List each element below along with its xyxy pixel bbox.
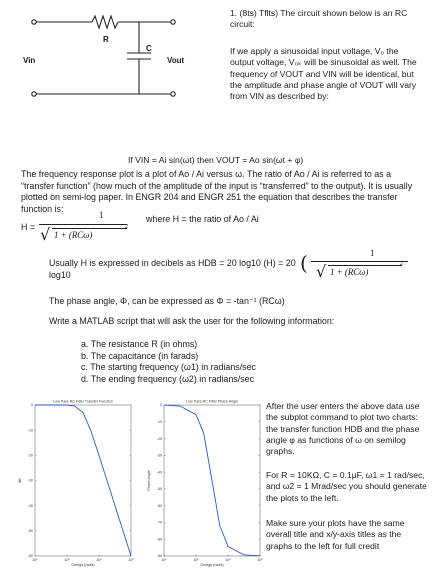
y-tick-label: -40	[27, 503, 33, 508]
y-tick-label: 0	[31, 403, 33, 408]
y-tick-label: -60	[27, 554, 33, 559]
chart-title: Low Pass RC Filter Phase Angle	[186, 399, 238, 404]
data-point	[196, 414, 197, 415]
db-fraction	[300, 248, 420, 288]
data-point	[219, 525, 220, 526]
sqrt-sign: √	[40, 225, 51, 244]
frequency-response-paragraph: The frequency response plot is a plot of Ao / Ai versus ω. The ratio of Ao / Ai is referred to as a “transfer function” (how much of the amplitude of the input is “transferred” to the output). It is usually plotted on semi-log paper. In ENGR 204 and ENGR 251 the equation that describes the transfer function is:	[21, 169, 413, 214]
y-tick-label: -20	[156, 436, 162, 441]
y-tick-label: -60	[156, 503, 162, 508]
x-tick-label: 10²	[64, 558, 70, 562]
data-point	[83, 412, 84, 413]
data-point	[228, 546, 229, 547]
x-tick-label: 10⁶	[128, 558, 134, 562]
capacitor-label: C	[146, 44, 152, 53]
plot-area	[35, 405, 131, 556]
h-note: where H = the ratio of Ao / Ai	[146, 214, 259, 224]
x-axis-label: Omega (rad/s)	[200, 563, 224, 567]
y-tick-label: -30	[27, 478, 33, 483]
data-point	[51, 405, 52, 406]
problem-intro: If we apply a sinusoidal input voltage, V₀ the output voltage, V₀ₖ will be sinusoidal as well. The frequency of VOUT and VIN will be identical, but the amplitude and phase angle of VOUT will vary from VIN as described by:	[230, 46, 417, 102]
y-tick-label: -50	[156, 487, 162, 492]
db-exponent: 2	[400, 261, 403, 267]
data-point	[260, 555, 261, 556]
vin-vout-equation: If VIN = Ai sin(ωt) then VOUT = Ao sin(ωt + φ)	[128, 155, 304, 165]
db-paren: (	[300, 251, 308, 275]
y-axis-label: Phase Angle	[147, 470, 151, 491]
input-list	[81, 339, 381, 385]
h-fraction-bar	[39, 224, 127, 225]
y-tick-label: -20	[27, 453, 33, 458]
data-point	[212, 480, 213, 481]
y-tick-label: -40	[156, 470, 162, 475]
transfer-function-chart	[10, 395, 142, 572]
y-axis-label: dB	[18, 478, 22, 483]
h-numerator: 1	[99, 210, 104, 220]
db-sqrt-overline	[328, 265, 402, 266]
y-tick-label: -80	[156, 537, 162, 542]
y-tick-label: -90	[156, 554, 162, 559]
matlab-instruction: Write a MATLAB script that will ask the user for the following information:	[49, 316, 335, 326]
input-list-item: c. The starting frequency (ω1) in radians/sec	[81, 362, 256, 373]
x-tick-label: 10⁶	[257, 558, 263, 562]
x-tick-label: 10²	[193, 558, 199, 562]
chart-title: Low Pass RC Filter Transfer Function	[53, 399, 113, 404]
h-denominator: 1 + (RCω)	[54, 230, 93, 240]
x-tick-label: 10⁴	[225, 558, 231, 562]
y-tick-label: 0	[160, 403, 162, 408]
input-list-item: b. The capacitance (in farads)	[81, 350, 199, 361]
data-point	[74, 406, 75, 407]
data-point	[35, 405, 36, 406]
example-values: For R = 10KΩ, C = 0.1μF, ω1 = 1 rad/sec, and ω2 = 1 Mrad/sec you should generate the plots to the left.	[266, 470, 427, 503]
y-tick-label: -30	[156, 453, 162, 458]
y-tick-label: -50	[27, 529, 33, 534]
data-point	[244, 555, 245, 556]
h-exponent: 2	[125, 224, 128, 230]
credit-note: Make sure your plots have the same overall title and x/y-axis titles as the graphs to the left for full credit	[266, 518, 405, 551]
data-point	[115, 505, 116, 506]
data-point	[164, 405, 165, 406]
vout-label: Vout	[167, 56, 185, 65]
db-denominator: 1 + (RCω)	[330, 267, 369, 277]
db-line: Usually H is expressed in decibels as HDB = 20 log10 (H) = 20 log10	[49, 258, 296, 280]
y-tick-label: -10	[156, 419, 162, 424]
vin-label: Vin	[23, 56, 36, 65]
data-point	[203, 433, 204, 434]
problem-heading: 1. (8ts) Tflts) The circuit shown below is an RC circuit:	[230, 8, 408, 30]
db-numerator: 1	[370, 248, 375, 258]
x-tick-label: 10⁰	[32, 558, 38, 562]
data-point	[90, 430, 91, 431]
input-list-item: d. The ending frequency (ω2) in radians/sec	[81, 373, 255, 384]
y-tick-label: -10	[27, 428, 33, 433]
x-axis-label: Omega (rad/s)	[71, 563, 95, 567]
sqrt-overline	[52, 228, 127, 229]
data-point	[180, 406, 181, 407]
h-prefix: H =	[21, 222, 36, 232]
data-point	[67, 405, 68, 406]
resistor-label: R	[103, 35, 109, 44]
x-tick-label: 10⁴	[96, 558, 102, 562]
data-point	[131, 556, 132, 557]
db-sqrt-sign: √	[316, 262, 327, 281]
input-list-item: a. The resistance R (in ohms)	[81, 339, 198, 349]
data-point	[99, 455, 100, 456]
phase-angle-chart	[140, 395, 270, 572]
subplot-instructions: After the user enters the above data use the subplot command to plot two charts: the transfer function HDB and the phase angle φ as functions of ω on semilog graphs.	[266, 401, 420, 457]
x-tick-label: 10⁰	[161, 558, 167, 562]
y-tick-label: -70	[156, 520, 162, 525]
phase-angle-line: The phase angle, Φ, can be expressed as Φ = -tan⁻¹ (RCω)	[49, 296, 285, 306]
rc-circuit-diagram	[28, 10, 178, 105]
h-fraction	[35, 210, 140, 250]
